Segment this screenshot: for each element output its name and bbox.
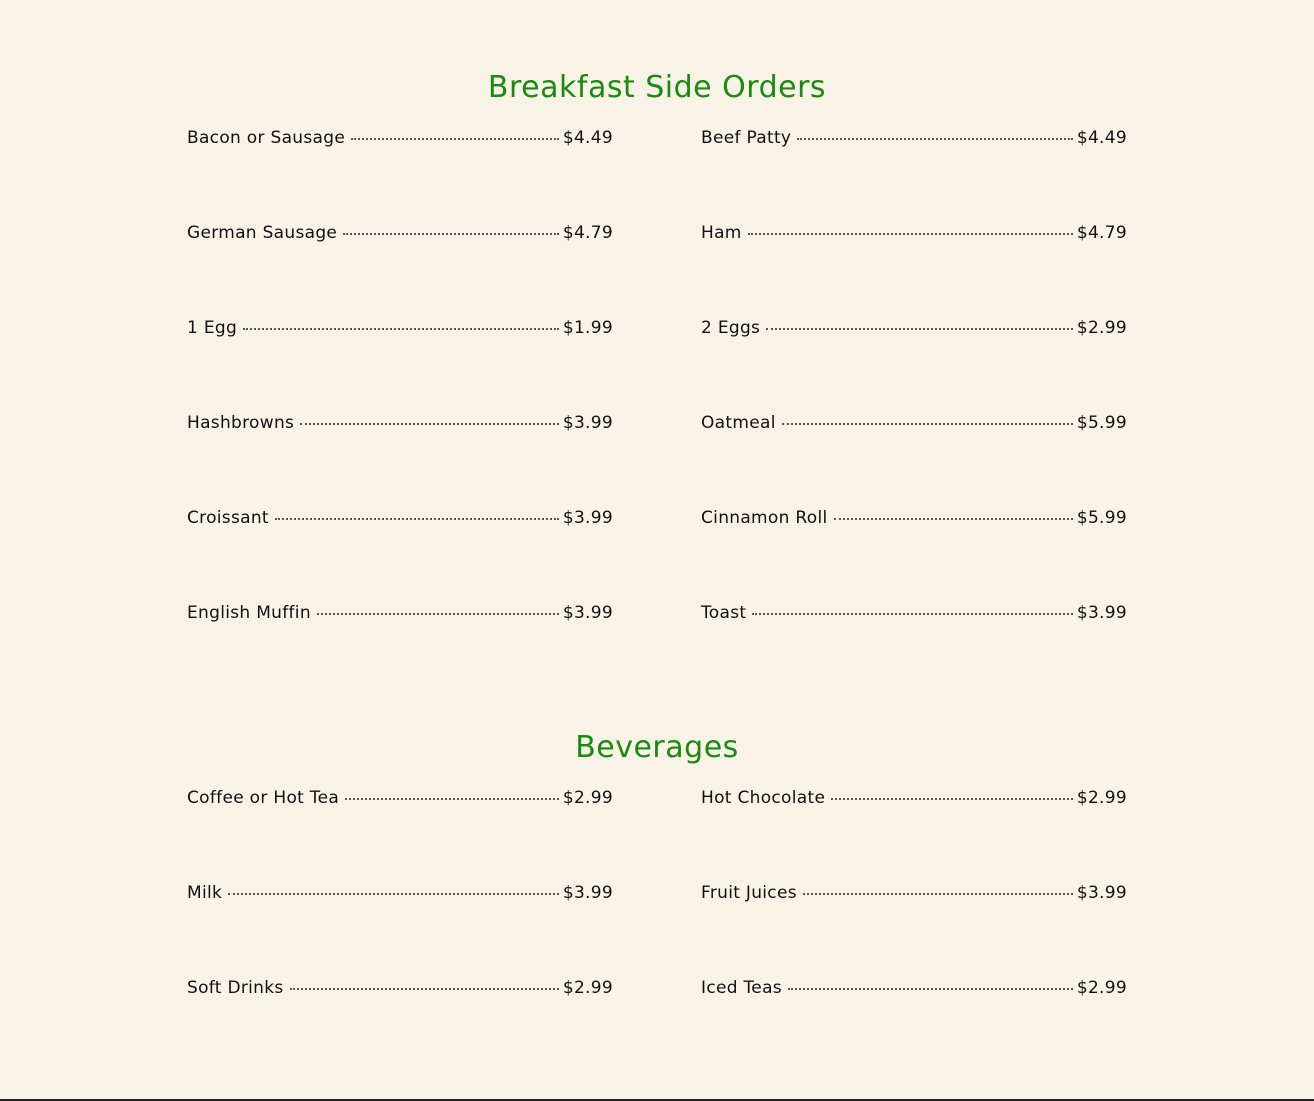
dot-leader xyxy=(752,613,1072,615)
menu-item-name: Soft Drinks xyxy=(187,978,284,998)
beverages-items-grid xyxy=(187,788,1127,1000)
menu-item-price: $3.99 xyxy=(562,413,613,433)
dot-leader xyxy=(748,233,1073,235)
dot-leader xyxy=(788,988,1073,990)
menu-item-price: $2.99 xyxy=(562,788,613,808)
menu-item-name: Fruit Juices xyxy=(701,883,797,903)
dot-leader xyxy=(351,138,559,140)
menu-item-name: Hashbrowns xyxy=(187,413,295,433)
menu-item xyxy=(701,413,1127,435)
menu-item xyxy=(701,883,1127,905)
dot-leader xyxy=(228,893,559,895)
menu-item xyxy=(187,508,613,530)
menu-item-price: $1.99 xyxy=(562,318,613,338)
menu-item-price: $2.99 xyxy=(1076,788,1127,808)
dot-leader xyxy=(275,518,559,520)
dot-leader xyxy=(803,893,1073,895)
menu-item xyxy=(187,788,613,810)
menu-item xyxy=(701,223,1127,245)
menu-item-price: $3.99 xyxy=(562,508,613,528)
menu-item-name: German Sausage xyxy=(187,223,338,243)
menu-item-price: $2.99 xyxy=(1076,318,1127,338)
menu-item xyxy=(701,978,1127,1000)
dot-leader xyxy=(797,138,1073,140)
menu-item-price: $3.99 xyxy=(562,603,613,623)
menu-item xyxy=(701,788,1127,810)
menu-item xyxy=(701,508,1127,530)
menu-item-price: $4.79 xyxy=(1076,223,1127,243)
menu-item-price: $3.99 xyxy=(562,883,613,903)
menu-item-price: $4.49 xyxy=(1076,128,1127,148)
menu-item-name: Milk xyxy=(187,883,223,903)
menu-item-name: English Muffin xyxy=(187,603,311,623)
dot-leader xyxy=(343,233,559,235)
menu-item-name: Toast xyxy=(701,603,747,623)
menu-item-price: $5.99 xyxy=(1076,413,1127,433)
menu-item-name: Croissant xyxy=(187,508,269,528)
breakfast-items-grid xyxy=(187,128,1127,625)
menu-item-name: Iced Teas xyxy=(701,978,782,998)
menu-item-price: $2.99 xyxy=(1076,978,1127,998)
menu-item xyxy=(187,883,613,905)
menu-item xyxy=(187,978,613,1000)
dot-leader xyxy=(243,328,559,330)
menu-item xyxy=(701,318,1127,340)
dot-leader xyxy=(290,988,559,990)
dot-leader xyxy=(782,423,1073,425)
menu-item-name: Beef Patty xyxy=(701,128,792,148)
dot-leader xyxy=(831,798,1073,800)
dot-leader xyxy=(834,518,1073,520)
menu-item xyxy=(187,413,613,435)
menu-item-name: Bacon or Sausage xyxy=(187,128,346,148)
menu-item xyxy=(187,603,613,625)
menu-item xyxy=(701,128,1127,150)
menu-item-name: Ham xyxy=(701,223,742,243)
menu-item-price: $3.99 xyxy=(1076,603,1127,623)
menu-item xyxy=(187,128,613,150)
menu-item xyxy=(187,318,613,340)
menu-item-name: Hot Chocolate xyxy=(701,788,826,808)
menu-item-name: Oatmeal xyxy=(701,413,776,433)
menu-item-name: 2 Eggs xyxy=(701,318,761,338)
menu-item-price: $2.99 xyxy=(562,978,613,998)
menu-item-name: Coffee or Hot Tea xyxy=(187,788,340,808)
section-title-beverages: Beverages xyxy=(575,730,739,765)
menu-item xyxy=(701,603,1127,625)
menu-item-name: Cinnamon Roll xyxy=(701,508,828,528)
menu-item xyxy=(187,223,613,245)
menu-item-price: $4.49 xyxy=(562,128,613,148)
menu-item-price: $4.79 xyxy=(562,223,613,243)
menu-item-price: $3.99 xyxy=(1076,883,1127,903)
dot-leader xyxy=(300,423,559,425)
menu-item-name: 1 Egg xyxy=(187,318,238,338)
menu-item-price: $5.99 xyxy=(1076,508,1127,528)
section-title-breakfast-side-orders: Breakfast Side Orders xyxy=(487,70,827,105)
dot-leader xyxy=(766,328,1073,330)
dot-leader xyxy=(317,613,559,615)
dot-leader xyxy=(345,798,559,800)
